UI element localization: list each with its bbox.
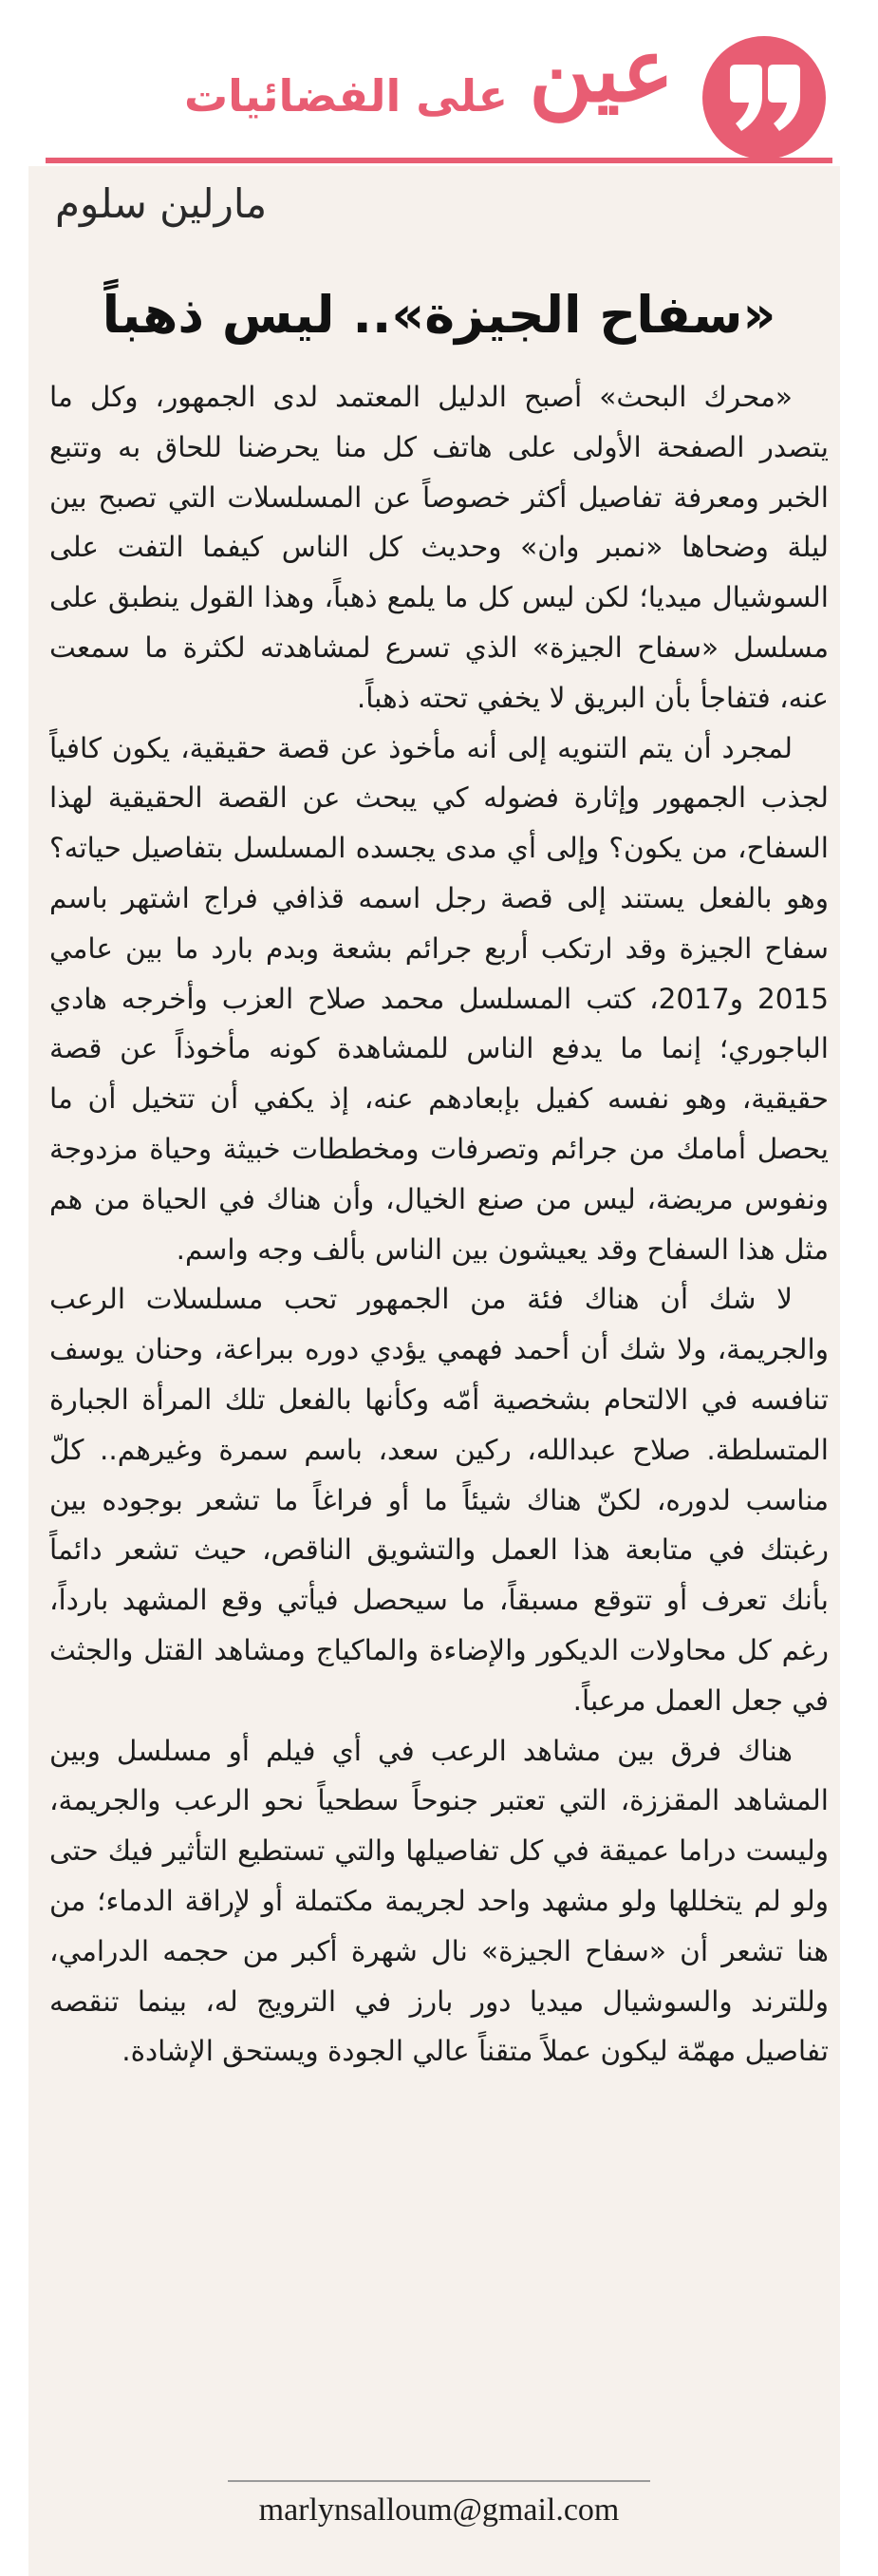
quote-badge	[702, 36, 826, 160]
header-divider	[46, 158, 832, 163]
article-title: «سفاح الجيزة».. ليس ذهباً	[102, 285, 776, 345]
column-header	[0, 0, 878, 166]
author-name: مارلين سلوم	[55, 180, 268, 227]
quotation-mark-icon	[724, 63, 804, 133]
article-body	[49, 372, 829, 2452]
article-paragraph: «محرك البحث» أصبح الدليل المعتمد لدى الجمهور، وكل ما يتصدر الصفحة الأولى على هاتف كل منا يحرضنا للحاق به وتتبع الخبر ومعرفة تفاصيل أكثر خصوصاً عن المسلسلات التي تصبح بين ليلة وضحاها «نمبر وان» وحديث كل الناس كيفما التفت على السوشيال ميديا؛ لكن ليس كل ما يلمع ذهباً، وهذا القول ينطبق على مسلسل «سفاح الجيزة» الذي تسرع لمشاهدته لكثرة ما سمعت عنه، فتفاجأ بأن البريق لا يخفي تحته ذهباً.	[49, 381, 829, 714]
article-paragraph: هناك فرق بين مشاهد الرعب في أي فيلم أو مسلسل وبين المشاهد المقززة، التي تعتبر جنوحاً سطحياً نحو الرعب والجريمة، وليست دراما عميقة في كل تفاصيلها والتي تستطيع التأثير فيك حتى ولو لم يتخللها ولو مشهد واحد لجريمة مكتملة أو لإراقة الدماء؛ من هنا تشعر أن «سفاح الجيزة» نال شهرة أكبر من حجمه الدرامي، وللترند والسوشيال ميديا دور بارز في الترويج له، بينما تنقصه تفاصيل مهمّة ليكون عملاً متقناً عالي الجودة ويستحق الإشادة.	[49, 1734, 829, 2068]
footer-divider	[228, 2480, 650, 2482]
article-paragraph: لمجرد أن يتم التنويه إلى أنه مأخوذ عن قصة حقيقية، يكون كافياً لجذب الجمهور وإثارة فضوله كي يبحث عن القصة الحقيقية لهذا السفاح، من يكون؟ وإلى أي مدى يجسده المسلسل بتفاصيل حياته؟ وهو بالفعل يستند إلى قصة رجل اسمه قذافي فراج اشتهر باسم سفاح الجيزة وقد ارتكب أربع جرائم بشعة وبدم بارد ما بين عامي 2015 و2017، كتب المسلسل محمد صلاح العزب وأخرجه هادي الباجوري؛ إنما ما يدفع الناس للمشاهدة كونه مأخوذاً عن قصة حقيقية، وهو نفسه كفيل بإبعادهم عنه، إذ يكفي أن تتخيل أن ما يحصل أمامك من جرائم وتصرفات ومخططات خبيثة وحياة مزدوجة ونفوس مريضة، ليس من صنع الخيال، وأن هناك في الحياة من هم مثل هذا السفاح وقد يعيشون بين الناس بألف وجه واسم.	[49, 731, 829, 1266]
author-email: marlynsalloum@gmail.com	[258, 2492, 620, 2528]
masthead-logo-subtitle: على الفضائيات	[183, 70, 508, 122]
masthead-logo-word: عين	[529, 19, 674, 122]
article-paragraph: لا شك أن هناك فئة من الجمهور تحب مسلسلات الرعب والجريمة، ولا شك أن أحمد فهمي يؤدي دوره ببراعة، وحنان يوسف تنافسه في الالتحام بشخصية أمّه وكأنها بالفعل تلك المرأة الجبارة المتسلطة. صلاح عبدالله، ركين سعد، باسم سمرة وغيرهم.. كلّ مناسب لدوره، لكنّ هناك شيئاً ما أو فراغاً ما تشعر بوجوده بين رغبتك في متابعة هذا العمل والتشويق الناقص، حيث تشعر دائماً بأنك تعرف أو تتوقع مسبقاً، ما سيحصل فيأتي وقع المشهد بارداً، رغم كل محاولات الديكور والإضاءة والماكياج ومشاهد القتل والجثث في جعل العمل مرعباً.	[49, 1283, 829, 1717]
